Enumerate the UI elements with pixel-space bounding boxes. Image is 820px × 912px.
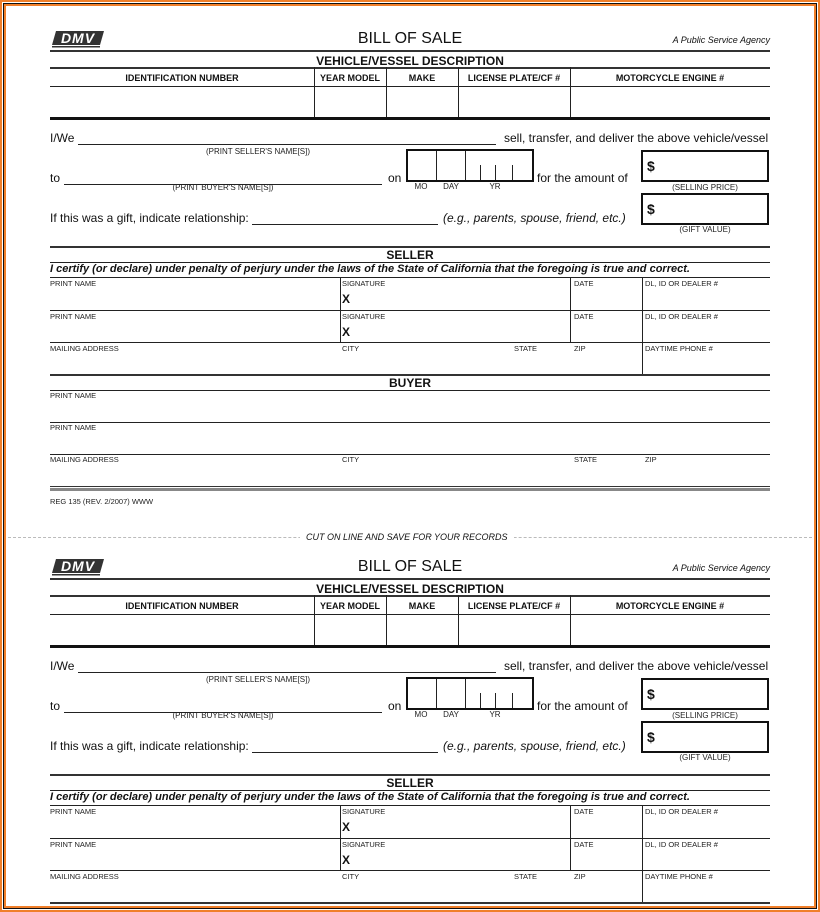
seller-city-label: CITY [342, 872, 360, 881]
seller-mailing-label: MAILING ADDRESS [50, 344, 119, 353]
dollar-sign: $ [647, 686, 655, 702]
selling-price-box[interactable] [641, 150, 769, 182]
gift-relationship-line[interactable] [252, 752, 438, 753]
year-label: YR [489, 182, 501, 191]
year-label: YR [489, 710, 501, 719]
seller-date-label: DATE [574, 840, 594, 849]
selling-price-label: (SELLING PRICE) [672, 183, 738, 192]
signature-x: X [342, 853, 351, 867]
col-year-model: YEAR MODEL [319, 73, 380, 83]
cut-line-text: CUT ON LINE AND SAVE FOR YOUR RECORDS [300, 532, 514, 542]
dmv-logo-icon [50, 30, 106, 48]
vehicle-section-heading: VEHICLE/VESSEL DESCRIPTION [316, 54, 504, 68]
col-make: MAKE [408, 73, 436, 83]
gift-relationship-line[interactable] [252, 224, 438, 225]
signature-x: X [342, 292, 351, 306]
seller-signature-label: SIGNATURE [342, 279, 386, 288]
seller-dl-label: DL, ID OR DEALER # [645, 279, 718, 288]
amount-text: for the amount of [537, 171, 628, 185]
seller-signature-label: SIGNATURE [342, 807, 386, 816]
buyer-print-name-label: PRINT NAME [50, 391, 97, 400]
dmv-logo-icon [50, 558, 106, 576]
seller-city-label: CITY [342, 344, 360, 353]
sell-text: sell, transfer, and deliver the above vehicle/vessel [504, 131, 769, 145]
sell-text: sell, transfer, and deliver the above vehicle/vessel [504, 659, 769, 673]
dollar-sign: $ [647, 201, 655, 217]
vin-field[interactable] [50, 615, 314, 644]
amount-text: for the amount of [537, 699, 628, 713]
seller-heading: SELLER [386, 248, 434, 262]
vehicle-section-heading: VEHICLE/VESSEL DESCRIPTION [316, 582, 504, 596]
seller-name-line[interactable] [78, 144, 496, 145]
form-title: BILL OF SALE [357, 558, 463, 575]
seller-state-label: STATE [514, 344, 538, 353]
agency-tagline: A Public Service Agency [672, 35, 770, 45]
svg-text:DMV: DMV [60, 30, 96, 46]
dollar-sign: $ [647, 729, 655, 745]
col-make: MAKE [408, 601, 436, 611]
seller-date-label: DATE [574, 312, 594, 321]
buyer-print-name-label: PRINT NAME [50, 423, 97, 432]
selling-price-box[interactable] [641, 678, 769, 710]
seller-signature-label: SIGNATURE [342, 312, 386, 321]
date-box[interactable] [406, 149, 534, 182]
seller-print-name-label: PRINT NAME [50, 807, 97, 816]
seller-mailing-label: MAILING ADDRESS [50, 872, 119, 881]
certify-statement: I certify (or declare) under penalty of perjury under the laws of the State of California that the foregoing is true and correct. [50, 263, 690, 275]
signature-x: X [342, 325, 351, 339]
seller-print-name-label: PRINT NAME [50, 840, 97, 849]
seller-phone-label: DAYTIME PHONE # [645, 344, 713, 353]
seller-zip-label: ZIP [574, 872, 586, 881]
on-label: on [388, 171, 402, 185]
to-label: to [50, 699, 61, 713]
col-motorcycle-engine: MOTORCYCLE ENGINE # [615, 601, 725, 611]
seller-phone-label: DAYTIME PHONE # [645, 872, 713, 881]
vin-field[interactable] [50, 87, 314, 116]
day-label: DAY [443, 182, 459, 191]
gift-value-box[interactable] [641, 193, 769, 225]
gift-relationship-label: If this was a gift, indicate relationship: [50, 739, 249, 753]
seller-state-label: STATE [514, 872, 538, 881]
buyer-name-hint: (PRINT BUYER'S NAME[S]) [172, 711, 274, 720]
svg-text:DMV: DMV [60, 558, 96, 574]
gift-relationship-label: If this was a gift, indicate relationship: [50, 211, 249, 225]
gift-value-label: (GIFT VALUE) [679, 753, 731, 762]
selling-price-label: (SELLING PRICE) [672, 711, 738, 720]
agency-tagline: A Public Service Agency [672, 563, 770, 573]
col-license-plate: LICENSE PLATE/CF # [467, 601, 561, 611]
seller-dl-label: DL, ID OR DEALER # [645, 807, 718, 816]
seller-date-label: DATE [574, 279, 594, 288]
buyer-city-label: CITY [342, 455, 360, 464]
seller-print-name-label: PRINT NAME [50, 312, 97, 321]
certify-statement: I certify (or declare) under penalty of perjury under the laws of the State of California that the foregoing is true and correct. [50, 791, 690, 803]
dollar-sign: $ [647, 158, 655, 174]
seller-dl-label: DL, ID OR DEALER # [645, 312, 718, 321]
col-identification-number: IDENTIFICATION NUMBER [125, 73, 239, 83]
buyer-zip-label: ZIP [645, 455, 657, 464]
day-label: DAY [443, 710, 459, 719]
seller-name-line[interactable] [78, 672, 496, 673]
col-license-plate: LICENSE PLATE/CF # [467, 73, 561, 83]
to-label: to [50, 171, 61, 185]
signature-x: X [342, 820, 351, 834]
form-number: REG 135 (REV. 2/2007) WWW [50, 497, 154, 506]
form-title: BILL OF SALE [357, 30, 463, 47]
seller-dl-label: DL, ID OR DEALER # [645, 840, 718, 849]
buyer-name-hint: (PRINT BUYER'S NAME[S]) [172, 183, 274, 192]
seller-heading: SELLER [386, 776, 434, 790]
seller-print-name-label: PRINT NAME [50, 279, 97, 288]
month-label: MO [414, 182, 428, 191]
gift-value-label: (GIFT VALUE) [679, 225, 731, 234]
seller-name-hint: (PRINT SELLER'S NAME[S]) [205, 675, 311, 684]
date-box[interactable] [406, 677, 534, 710]
gift-example: (e.g., parents, spouse, friend, etc.) [443, 739, 626, 753]
on-label: on [388, 699, 402, 713]
iwe-label: I/We [50, 659, 75, 673]
seller-zip-label: ZIP [574, 344, 586, 353]
seller-date-label: DATE [574, 807, 594, 816]
seller-signature-label: SIGNATURE [342, 840, 386, 849]
iwe-label: I/We [50, 131, 75, 145]
buyer-state-label: STATE [574, 455, 598, 464]
seller-name-hint: (PRINT SELLER'S NAME[S]) [205, 147, 311, 156]
col-year-model: YEAR MODEL [319, 601, 380, 611]
month-label: MO [414, 710, 428, 719]
buyer-mailing-label: MAILING ADDRESS [50, 455, 119, 464]
col-identification-number: IDENTIFICATION NUMBER [125, 601, 239, 611]
gift-example: (e.g., parents, spouse, friend, etc.) [443, 211, 626, 225]
gift-value-box[interactable] [641, 721, 769, 753]
col-motorcycle-engine: MOTORCYCLE ENGINE # [615, 73, 725, 83]
buyer-heading: BUYER [388, 376, 431, 390]
